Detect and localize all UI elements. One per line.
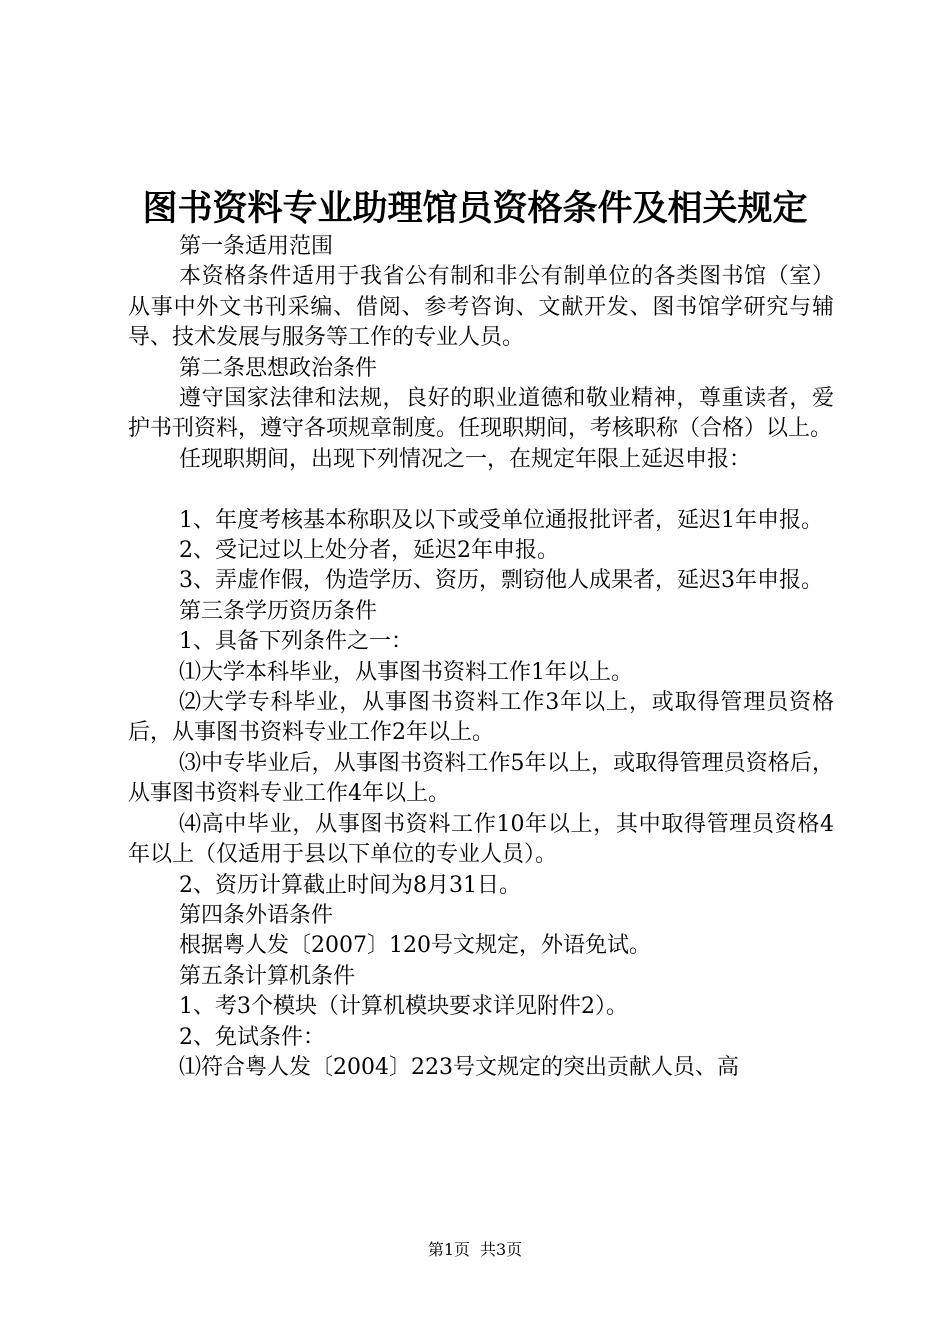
page-number: 第1页 xyxy=(427,1240,470,1259)
paragraph: 1、年度考核基本称职及以下或受单位通报批评者，延迟1年申报。 xyxy=(179,507,823,533)
paragraph: 1、考3个模块（计算机模块要求详见附件2）。 xyxy=(179,994,628,1020)
paragraph: ⑶中专毕业后，从事图书资料工作5年以上，或取得管理员资格后，从事图书资料专业工作4年以上。 xyxy=(128,750,834,807)
paragraph: 2、资历计算截止时间为8月31日。 xyxy=(179,872,521,898)
paragraph: 第三条学历资历条件 xyxy=(179,598,378,624)
page-footer xyxy=(0,1240,950,1260)
paragraph: 本资格条件适用于我省公有制和非公有制单位的各类图书馆（室）从事中外文书刊采编、借阅、参考咨询、文献开发、图书馆学研究与辅导、技术发展与服务等工作的专业人员。 xyxy=(128,264,834,351)
blank-line xyxy=(128,475,834,505)
paragraph: 遵守国家法律和法规，良好的职业道德和敬业精神，尊重读者，爱护书刊资料，遵守各项规章制度。任现职期间，考核职称（合格）以上。 xyxy=(128,386,834,442)
paragraph: 第一条适用范围 xyxy=(179,234,334,259)
paragraph: 第五条计算机条件 xyxy=(179,963,356,989)
paragraph: ⑷高中毕业，从事图书资料工作10年以上，其中取得管理员资格4年以上（仅适用于县以下单位的专业人员）。 xyxy=(128,811,834,868)
paragraph: 1、具备下列条件之一： xyxy=(179,629,413,655)
paragraph: 2、免试条件： xyxy=(179,1024,325,1050)
paragraph: 第二条思想政治条件 xyxy=(179,355,378,381)
paragraph: ⑵大学专科毕业，从事图书资料工作3年以上，或取得管理员资格后，从事图书资料专业工作2年以上。 xyxy=(128,690,834,746)
paragraph: 2、受记过以上处分者，延迟2年申报。 xyxy=(179,538,559,564)
paragraph: ⑴符合粤人发〔2004〕223号文规定的突出贡献人员、高 xyxy=(179,1054,739,1080)
paragraph: ⑴大学本科毕业，从事图书资料工作1年以上。 xyxy=(179,659,633,685)
paragraph: 任现职期间，出现下列情况之一，在规定年限上延迟申报： xyxy=(179,446,752,472)
document-title: 图书资料专业助理馆员资格条件及相关规定 xyxy=(142,188,808,229)
paragraph: 3、弄虚作假，伪造学历、资历，剽窃他人成果者，延迟3年申报。 xyxy=(179,568,823,594)
page-total: 共3页 xyxy=(480,1240,523,1259)
document-body xyxy=(128,232,834,1083)
paragraph: 第四条外语条件 xyxy=(179,902,334,928)
paragraph: 根据粤人发〔2007〕120号文规定，外语免试。 xyxy=(179,933,651,959)
